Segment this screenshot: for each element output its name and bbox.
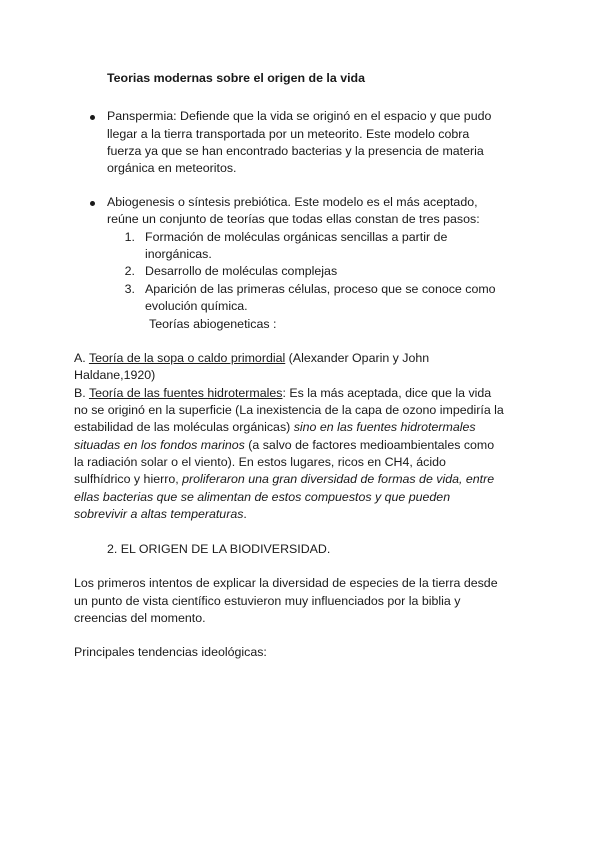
step-text: Desarrollo de moléculas complejas xyxy=(145,264,338,278)
step-number: 1. xyxy=(124,230,135,244)
abiogenesis-line: reúne un conjunto de teorías que todas ellas constan de tres pasos: xyxy=(107,212,480,226)
theory-a-prefix: A. xyxy=(74,351,89,365)
section-2-heading: 2. EL ORIGEN DE LA BIODIVERSIDAD. xyxy=(107,542,331,556)
theory-a-line xyxy=(74,350,429,368)
theory-b-line xyxy=(74,471,494,489)
theory-b-text: (a salvo de factores medioambientales como xyxy=(244,438,495,452)
panspermia-line: llegar a la tierra transportada por un meteorito. Este modelo cobra xyxy=(107,127,470,141)
step-text: inorgánicas. xyxy=(145,247,212,261)
paragraph-line: Los primeros intentos de explicar la diversidad de especies de la tierra desde xyxy=(74,576,498,590)
paragraph-line: creencias del momento. xyxy=(74,611,206,625)
panspermia-line: fuerza ya que se han encontrado bacterias y la presencia de materia xyxy=(107,144,484,158)
bullet-marker xyxy=(90,115,95,120)
theory-b-italic-text: proliferaron una gran diversidad de formas de vida, entre xyxy=(182,472,495,486)
panspermia-line: Panspermia: Defiende que la vida se originó en el espacio y que pudo xyxy=(107,109,492,123)
theory-a-line: Haldane,1920) xyxy=(74,368,156,382)
theory-b-name: Teoría de las fuentes hidrotermales xyxy=(88,386,283,400)
bullet-marker xyxy=(90,201,95,206)
theory-b-line xyxy=(74,437,494,455)
tendencies-heading: Principales tendencias ideológicas: xyxy=(74,645,267,659)
panspermia-line: orgánica en meteoritos. xyxy=(107,161,237,175)
theory-a-name: Teoría de la sopa o caldo primordial xyxy=(88,351,286,365)
theory-b-line: no se originó en la superficie (La inexistencia de la capa de ozono impediría la xyxy=(74,403,504,417)
theory-b-text: . xyxy=(243,507,247,521)
theory-b-italic-text: sino en las fuentes hidrotermales xyxy=(293,420,476,434)
step-text: Formación de moléculas orgánicas sencillas a partir de xyxy=(145,230,448,244)
theory-b-prefix: B. xyxy=(74,386,89,400)
theory-a-authors: (Alexander Oparin y John xyxy=(285,351,430,365)
theory-b-text: sulfhídrico y hierro, xyxy=(74,472,183,486)
step-text: Aparición de las primeras células, proceso que se conoce como xyxy=(145,282,496,296)
paragraph-line: un punto de vista científico estuvieron muy influenciados por la biblia y xyxy=(74,594,461,608)
theory-b-line: ellas bacterias que se alimentan de estos compuestos y que pueden xyxy=(74,490,451,504)
theory-b-text: estabilidad de las moléculas orgánicas) xyxy=(74,420,294,434)
theory-b-line xyxy=(74,385,491,403)
theory-b-italic-text: sobrevivir a altas temperaturas xyxy=(74,507,244,521)
step-text: evolución química. xyxy=(145,299,248,313)
document-title: Teorias modernas sobre el origen de la vida xyxy=(107,71,365,85)
abiogenetic-theories-heading: Teorías abiogeneticas : xyxy=(149,317,277,331)
step-number: 2. xyxy=(124,264,135,278)
theory-b-line xyxy=(74,506,247,524)
theory-b-italic-text: situadas en los fondos marinos xyxy=(74,438,245,452)
theory-b-line xyxy=(74,419,476,437)
abiogenesis-line: Abiogenesis o síntesis prebiótica. Este modelo es el más aceptado, xyxy=(107,195,478,209)
theory-b-text: : Es la más aceptada, dice que la vida xyxy=(282,386,492,400)
theory-b-line: la radiación solar o el viento). En estos lugares, ricos en CH4, ácido xyxy=(74,455,446,469)
step-number: 3. xyxy=(124,282,135,296)
